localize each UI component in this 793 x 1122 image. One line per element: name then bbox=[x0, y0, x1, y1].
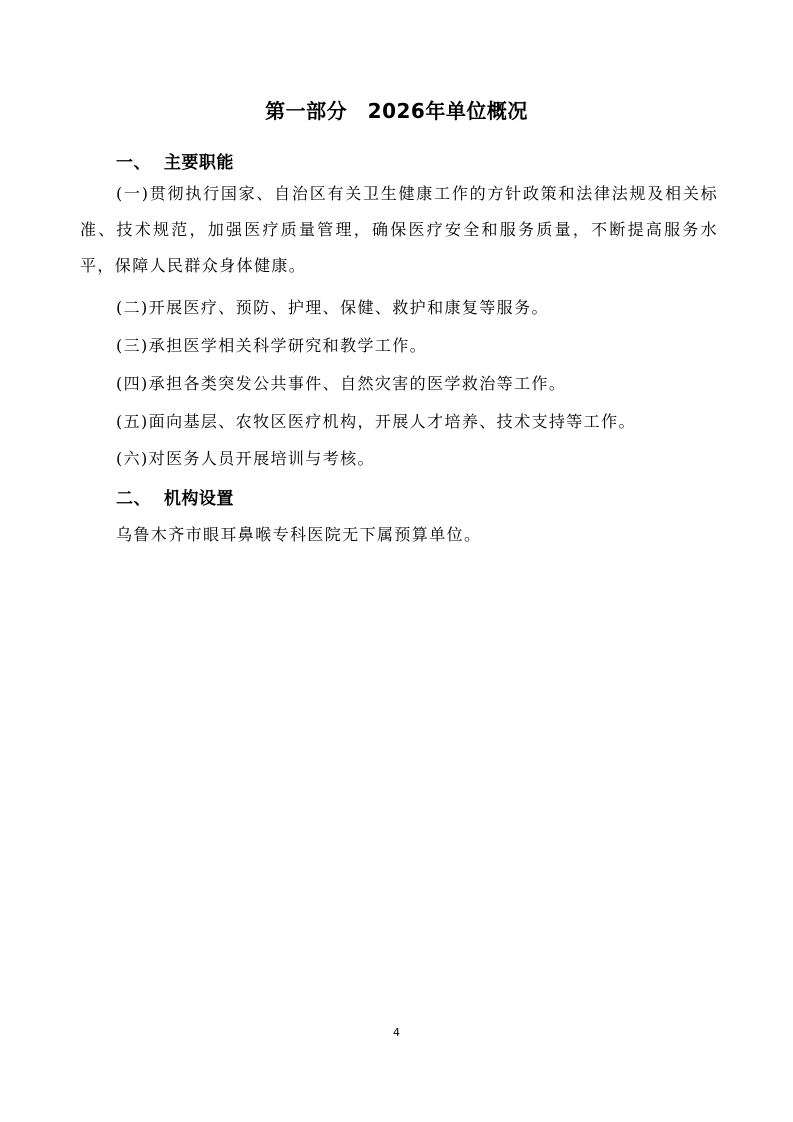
paragraph-function-1 bbox=[80, 176, 718, 284]
paragraph-function-6: (六)对医务人员开展培训与考核。 bbox=[116, 449, 375, 468]
section-heading-organization: 二、 机构设置 bbox=[116, 489, 234, 509]
paragraph-function-4: (四)承担各类突发公共事件、自然灾害的医学救治等工作。 bbox=[116, 374, 567, 393]
section-heading-main-functions: 一、 主要职能 bbox=[116, 153, 234, 173]
page-number: 4 bbox=[393, 1026, 400, 1039]
paragraph-function-5: (五)面向基层、农牧区医疗机构，开展人才培养、技术支持等工作。 bbox=[116, 412, 636, 431]
paragraph-function-2: (二)开展医疗、预防、护理、保健、救护和康复等服务。 bbox=[116, 298, 549, 317]
page-title: 第一部分 2026年单位概况 bbox=[265, 99, 528, 123]
paragraph-function-1-text: (一)贯彻执行国家、自治区有关卫生健康工作的方针政策和法律法规及相关标准、技术规范，加强医疗质量管理，确保医疗安全和服务质量，不断提高服务水平，保障人民群众身体健康。 bbox=[80, 184, 718, 275]
paragraph-function-3: (三)承担医学相关科学研究和教学工作。 bbox=[116, 336, 428, 355]
paragraph-organization: 乌鲁木齐市眼耳鼻喉专科医院无下属预算单位。 bbox=[116, 525, 482, 544]
